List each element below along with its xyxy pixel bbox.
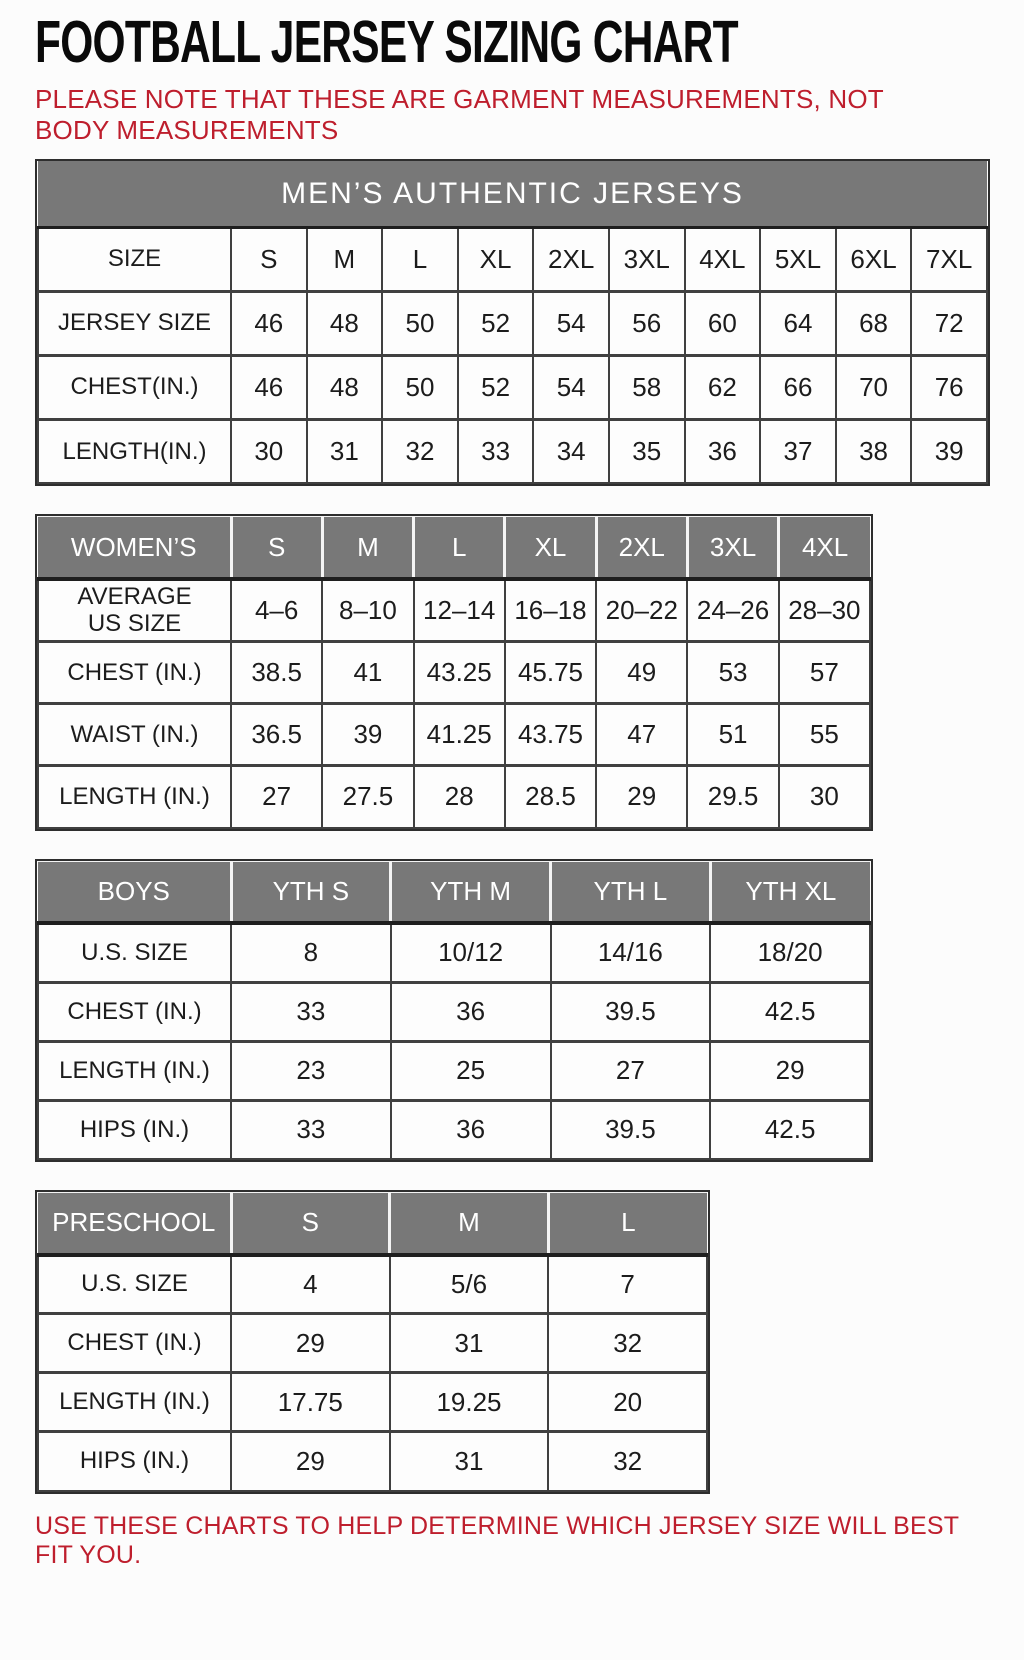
size-cell: 35 <box>609 419 685 483</box>
size-cell: 42.5 <box>710 982 870 1041</box>
table-row <box>38 923 870 982</box>
row-label-text: CHEST (IN.) <box>67 658 202 686</box>
size-cell: 8 <box>231 923 391 982</box>
row-label-text: AVERAGE US SIZE <box>77 582 192 638</box>
column-header: L <box>414 517 505 579</box>
column-header: YTH XL <box>710 861 870 923</box>
size-cell: 20 <box>548 1373 707 1432</box>
row-label-text: LENGTH(IN.) <box>62 437 207 465</box>
row-label-text: LENGTH (IN.) <box>59 1056 210 1084</box>
size-cell: 39.5 <box>551 1100 711 1159</box>
size-cell: 7 <box>548 1255 707 1314</box>
table-row <box>38 982 870 1041</box>
row-label-text: WAIST (IN.) <box>70 720 199 748</box>
size-cell: 60 <box>685 291 761 355</box>
row-label <box>38 355 231 419</box>
table-row <box>38 227 987 291</box>
column-header: YTH S <box>231 861 391 923</box>
row-label <box>38 1314 231 1373</box>
size-cell: 42.5 <box>710 1100 870 1159</box>
column-header: L <box>548 1193 707 1255</box>
row-label-text: CHEST(IN.) <box>70 373 199 401</box>
size-cell: 52 <box>458 291 534 355</box>
size-cell: 29 <box>710 1041 870 1100</box>
size-cell: 29 <box>596 766 687 828</box>
mens-sizing-table <box>35 159 990 486</box>
size-cell: 39.5 <box>551 982 711 1041</box>
size-cell: 55 <box>779 704 870 766</box>
size-cell: 30 <box>231 419 307 483</box>
row-label-text: CHEST (IN.) <box>67 997 202 1025</box>
size-cell: 27 <box>551 1041 711 1100</box>
size-cell: 28–30 <box>779 579 870 642</box>
column-header: YTH M <box>391 861 551 923</box>
column-header: 4XL <box>779 517 870 579</box>
row-label <box>38 227 231 291</box>
size-cell: 3XL <box>609 227 685 291</box>
row-label-text: HIPS (IN.) <box>79 1447 190 1475</box>
page-title-text: FOOTBALL JERSEY SIZING CHART <box>35 9 738 75</box>
size-cell: 5/6 <box>390 1255 549 1314</box>
size-cell: 76 <box>911 355 987 419</box>
size-cell: 24–26 <box>687 579 778 642</box>
size-cell: 5XL <box>760 227 836 291</box>
size-cell: 54 <box>533 355 609 419</box>
size-cell: 32 <box>548 1314 707 1373</box>
mens-banner: MEN’S AUTHENTIC JERSEYS <box>38 161 987 227</box>
size-cell: S <box>231 227 307 291</box>
size-cell: 4XL <box>685 227 761 291</box>
size-cell: 51 <box>687 704 778 766</box>
size-cell: 30 <box>779 766 870 828</box>
column-header: S <box>231 517 322 579</box>
fit-advice-note: USE THESE CHARTS TO HELP DETERMINE WHICH JERSEY SIZE WILL BEST FIT YOU. <box>35 1511 959 1569</box>
size-cell: 8–10 <box>322 579 413 642</box>
column-header: 2XL <box>596 517 687 579</box>
column-header: M <box>390 1193 549 1255</box>
size-cell: 50 <box>382 291 458 355</box>
size-cell: 16–18 <box>505 579 596 642</box>
size-cell: 70 <box>836 355 912 419</box>
size-cell: 34 <box>533 419 609 483</box>
row-label <box>38 1100 231 1159</box>
size-cell: 6XL <box>836 227 912 291</box>
size-cell: 31 <box>307 419 383 483</box>
size-cell: 68 <box>836 291 912 355</box>
table-row <box>38 1100 870 1159</box>
row-label <box>38 1255 231 1314</box>
row-label <box>38 579 231 642</box>
size-cell: 53 <box>687 642 778 704</box>
size-cell: XL <box>458 227 534 291</box>
womens-sizing-table <box>35 514 873 830</box>
column-header: 3XL <box>687 517 778 579</box>
size-cell: 41.25 <box>414 704 505 766</box>
size-cell: 37 <box>760 419 836 483</box>
size-cell: 39 <box>322 704 413 766</box>
size-cell: 36 <box>391 982 551 1041</box>
size-cell: 46 <box>231 355 307 419</box>
size-cell: 57 <box>779 642 870 704</box>
table-row <box>38 419 987 483</box>
size-cell: 28 <box>414 766 505 828</box>
size-cell: 52 <box>458 355 534 419</box>
boys-sizing-table <box>35 859 873 1163</box>
column-header: S <box>231 1193 390 1255</box>
row-label <box>38 923 231 982</box>
size-cell: 23 <box>231 1041 391 1100</box>
table-row <box>38 579 870 642</box>
row-label-text: LENGTH (IN.) <box>59 1388 210 1416</box>
size-cell: 38 <box>836 419 912 483</box>
size-cell: 12–14 <box>414 579 505 642</box>
row-label <box>38 1432 231 1491</box>
size-cell: 31 <box>390 1314 549 1373</box>
row-label-text: U.S. SIZE <box>81 1270 188 1298</box>
size-cell: 33 <box>458 419 534 483</box>
table-row <box>38 766 870 828</box>
size-cell: 29.5 <box>687 766 778 828</box>
row-label <box>38 1041 231 1100</box>
row-label <box>38 982 231 1041</box>
size-cell: 29 <box>231 1314 390 1373</box>
size-cell: 20–22 <box>596 579 687 642</box>
size-cell: 19.25 <box>390 1373 549 1432</box>
row-label-text: SIZE <box>107 245 162 273</box>
table-row <box>38 355 987 419</box>
size-cell: 45.75 <box>505 642 596 704</box>
row-label <box>38 1373 231 1432</box>
row-label <box>38 642 231 704</box>
size-cell: 43.75 <box>505 704 596 766</box>
table-row <box>38 1041 870 1100</box>
size-cell: 27.5 <box>322 766 413 828</box>
row-label-text: CHEST (IN.) <box>67 1329 202 1357</box>
table-row <box>38 642 870 704</box>
column-header: M <box>322 517 413 579</box>
garment-measurements-note: PLEASE NOTE THAT THESE ARE GARMENT MEASUREMENTS, NOT BODY MEASUREMENTS <box>35 84 884 145</box>
row-label-text: U.S. SIZE <box>81 938 188 966</box>
size-cell: L <box>382 227 458 291</box>
size-cell: 17.75 <box>231 1373 390 1432</box>
table-row <box>38 1373 707 1432</box>
size-cell: 27 <box>231 766 322 828</box>
size-cell: 56 <box>609 291 685 355</box>
size-cell: 2XL <box>533 227 609 291</box>
size-cell: 48 <box>307 355 383 419</box>
size-cell: 64 <box>760 291 836 355</box>
size-cell: 25 <box>391 1041 551 1100</box>
size-cell: 33 <box>231 982 391 1041</box>
table-row <box>38 704 870 766</box>
size-cell: 49 <box>596 642 687 704</box>
table-row <box>38 1314 707 1373</box>
size-cell: 4–6 <box>231 579 322 642</box>
size-cell: 50 <box>382 355 458 419</box>
table-row <box>38 291 987 355</box>
size-cell: 32 <box>382 419 458 483</box>
size-cell: 46 <box>231 291 307 355</box>
row-label <box>38 766 231 828</box>
size-cell: 36.5 <box>231 704 322 766</box>
table-row <box>38 1255 707 1314</box>
size-cell: 7XL <box>911 227 987 291</box>
row-label-text: JERSEY SIZE <box>58 309 211 337</box>
preschool-sizing-table <box>35 1190 710 1494</box>
size-cell: 36 <box>391 1100 551 1159</box>
size-cell: 66 <box>760 355 836 419</box>
row-label <box>38 291 231 355</box>
size-cell: 54 <box>533 291 609 355</box>
column-header: XL <box>505 517 596 579</box>
size-cell: 72 <box>911 291 987 355</box>
size-cell: 36 <box>685 419 761 483</box>
size-cell: 62 <box>685 355 761 419</box>
row-label <box>38 704 231 766</box>
column-header: YTH L <box>551 861 711 923</box>
size-cell: 38.5 <box>231 642 322 704</box>
size-cell: 28.5 <box>505 766 596 828</box>
preschool-header-label: PRESCHOOL <box>38 1193 231 1255</box>
row-label <box>38 419 231 483</box>
size-cell: 58 <box>609 355 685 419</box>
size-cell: 43.25 <box>414 642 505 704</box>
size-cell: 47 <box>596 704 687 766</box>
size-cell: 14/16 <box>551 923 711 982</box>
size-cell: 33 <box>231 1100 391 1159</box>
table-row <box>38 1432 707 1491</box>
size-cell: 32 <box>548 1432 707 1491</box>
size-cell: 41 <box>322 642 413 704</box>
row-label-text: HIPS (IN.) <box>79 1115 190 1143</box>
boys-header-label: BOYS <box>38 861 231 923</box>
size-cell: 10/12 <box>391 923 551 982</box>
size-cell: 48 <box>307 291 383 355</box>
size-cell: 18/20 <box>710 923 870 982</box>
womens-header-label: WOMEN’S <box>38 517 231 579</box>
page-title <box>35 9 990 76</box>
size-cell: 39 <box>911 419 987 483</box>
size-cell: 31 <box>390 1432 549 1491</box>
size-cell: 29 <box>231 1432 390 1491</box>
size-cell: M <box>307 227 383 291</box>
size-cell: 4 <box>231 1255 390 1314</box>
row-label-text: LENGTH (IN.) <box>59 782 210 810</box>
